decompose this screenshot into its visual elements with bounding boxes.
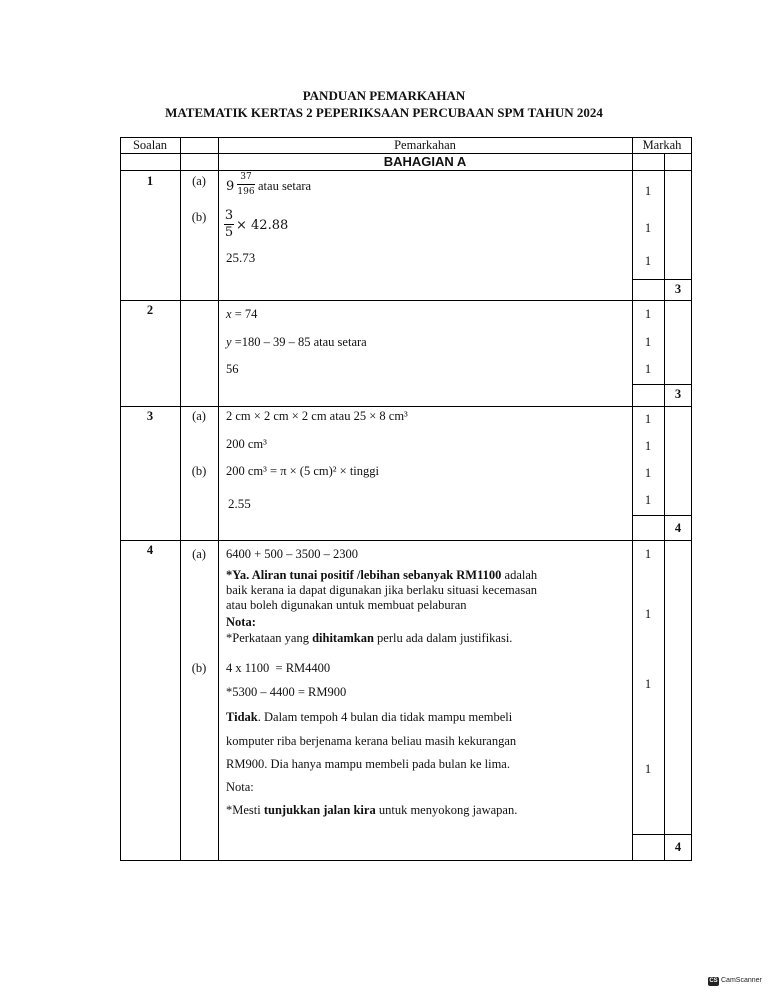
camscanner-watermark (708, 977, 762, 986)
q4a-justification (226, 568, 556, 613)
q2-number: 2 (146, 303, 154, 317)
q1-mark-2: 1 (644, 221, 652, 235)
q4b-note (226, 803, 517, 818)
q4a-nota: Nota: (226, 615, 256, 629)
q1b-denominator: 5 (224, 225, 234, 240)
q4b-line-3 (226, 710, 512, 725)
q4b-line-1: 4 x 1100 = RM4400 (226, 661, 331, 675)
q1-part-b: (b) (191, 210, 207, 224)
q4-total-divider (632, 834, 692, 835)
q3-total: 4 (674, 521, 682, 535)
q2-row-divider (120, 406, 692, 407)
q4b-note-bold: tunjukkan jalan kira (263, 803, 376, 817)
q4-mark-3: 1 (644, 677, 652, 691)
q4-part-a: (a) (192, 547, 206, 561)
q1-total-divider (632, 279, 692, 280)
q3b-line-1: 200 cm³ = π × (5 cm)² × tinggi (226, 464, 379, 478)
q3a-line-1: 2 cm × 2 cm × 2 cm atau 25 × 8 cm³ (226, 409, 408, 423)
q2-total: 3 (674, 387, 682, 401)
q1a-fraction-bar (237, 184, 255, 185)
q1b-fraction (224, 209, 234, 240)
q1a-fraction (237, 171, 255, 198)
q2-mark-1: 1 (644, 307, 652, 321)
q2-line-1: x = 74 (226, 307, 258, 321)
camscanner-label: CamScanner (721, 977, 762, 984)
q4b-note-post: untuk menyokong jawapan. (375, 803, 518, 817)
q1-mark-3: 1 (644, 254, 652, 268)
q4a-note-post: perlu ada dalam justifikasi. (373, 631, 513, 645)
q1-total: 3 (674, 282, 682, 296)
q2-line-2: y =180 – 39 – 85 atau setara (226, 335, 367, 349)
q1-number: 1 (146, 174, 154, 188)
q1a-suffix: atau setara (258, 179, 312, 193)
q3-part-b: (b) (191, 464, 207, 478)
q4-mark-4: 1 (644, 762, 652, 776)
section-row-divider (120, 170, 692, 171)
q4b-line-2: *5300 – 4400 = RM900 (226, 685, 347, 699)
header-soalan: Soalan (132, 138, 168, 152)
header-markah: Markah (642, 138, 682, 152)
q3-number: 3 (146, 409, 154, 423)
document-subtitle: MATEMATIK KERTAS 2 PEPERIKSAAN PERCUBAAN SPM TAHUN 2024 (165, 105, 603, 120)
q3-total-divider (632, 515, 692, 516)
q4a-note (226, 631, 512, 646)
q4-number: 4 (146, 543, 154, 557)
col-divider-total (664, 153, 665, 861)
q3-mark-1: 1 (644, 412, 652, 426)
q2-mark-3: 1 (644, 362, 652, 376)
q1a-numerator: 37 (240, 172, 252, 182)
q2-total-divider (632, 384, 692, 385)
q4-part-b: (b) (191, 661, 207, 675)
q3-mark-3: 1 (644, 466, 652, 480)
q4a-note-pre: *Perkataan yang (226, 631, 313, 645)
q1-mark-1: 1 (644, 184, 652, 198)
q3-mark-2: 1 (644, 439, 652, 453)
q4a-line-1: 6400 + 500 – 3500 – 2300 (226, 547, 359, 561)
q1b-numerator: 3 (224, 208, 234, 223)
q4a-note-bold: dihitamkan (312, 631, 374, 645)
q4b-tidak: Tidak (226, 710, 258, 724)
q1-part-a: (a) (192, 174, 206, 188)
table-border-right (691, 137, 692, 861)
q3b-line-2: 2.55 (228, 496, 251, 511)
camscanner-logo-icon: CS (709, 978, 718, 984)
q2-mark-2: 1 (644, 335, 652, 349)
q4a-justification-rest: adalah baik kerana ia dapat digunakan jika berlaku situasi kecemasan atau boleh digunakan untuk membuat pelaburan (226, 568, 538, 612)
q1-row-divider (120, 300, 692, 301)
header-pemarkahan: Pemarkahan (394, 138, 456, 152)
q4a-justification-bold: *Ya. Aliran tunai positif /lebihan sebanyak RM1100 (226, 568, 502, 582)
q3a-line-2: 200 cm³ (226, 437, 267, 451)
q1a-whole: 9 (226, 179, 235, 194)
q3-part-a: (a) (192, 409, 206, 423)
q4b-note-pre: *Mesti (226, 803, 264, 817)
q4b-line-5: RM900. Dia hanya mampu membeli pada bulan ke lima. (226, 757, 510, 771)
q4-mark-2: 1 (644, 607, 652, 621)
section-heading: BAHAGIAN A (383, 154, 467, 169)
table-border-left (120, 137, 121, 861)
q4b-line-4: komputer riba berjenama kerana beliau masih kekurangan (226, 734, 517, 748)
q3-row-divider (120, 540, 692, 541)
q1b-expression: × 42.88 (236, 218, 289, 233)
q1a-denominator: 196 (237, 187, 255, 197)
col-divider-part (218, 137, 219, 861)
table-border-bottom (120, 860, 692, 861)
q4-mark-1: 1 (644, 547, 652, 561)
q3-mark-4: 1 (644, 493, 652, 507)
q2-line-3: 56 (226, 362, 239, 376)
col-divider-soalan (180, 137, 181, 861)
marking-scheme-table (120, 137, 692, 861)
q4b-line-3-rest: . Dalam tempoh 4 bulan dia tidak mampu membeli (257, 710, 513, 724)
q4b-nota: Nota: (226, 780, 254, 794)
q4-total: 4 (674, 840, 682, 854)
q1b-answer: 25.73 (226, 250, 256, 265)
document-title: PANDUAN PEMARKAHAN (302, 88, 466, 103)
